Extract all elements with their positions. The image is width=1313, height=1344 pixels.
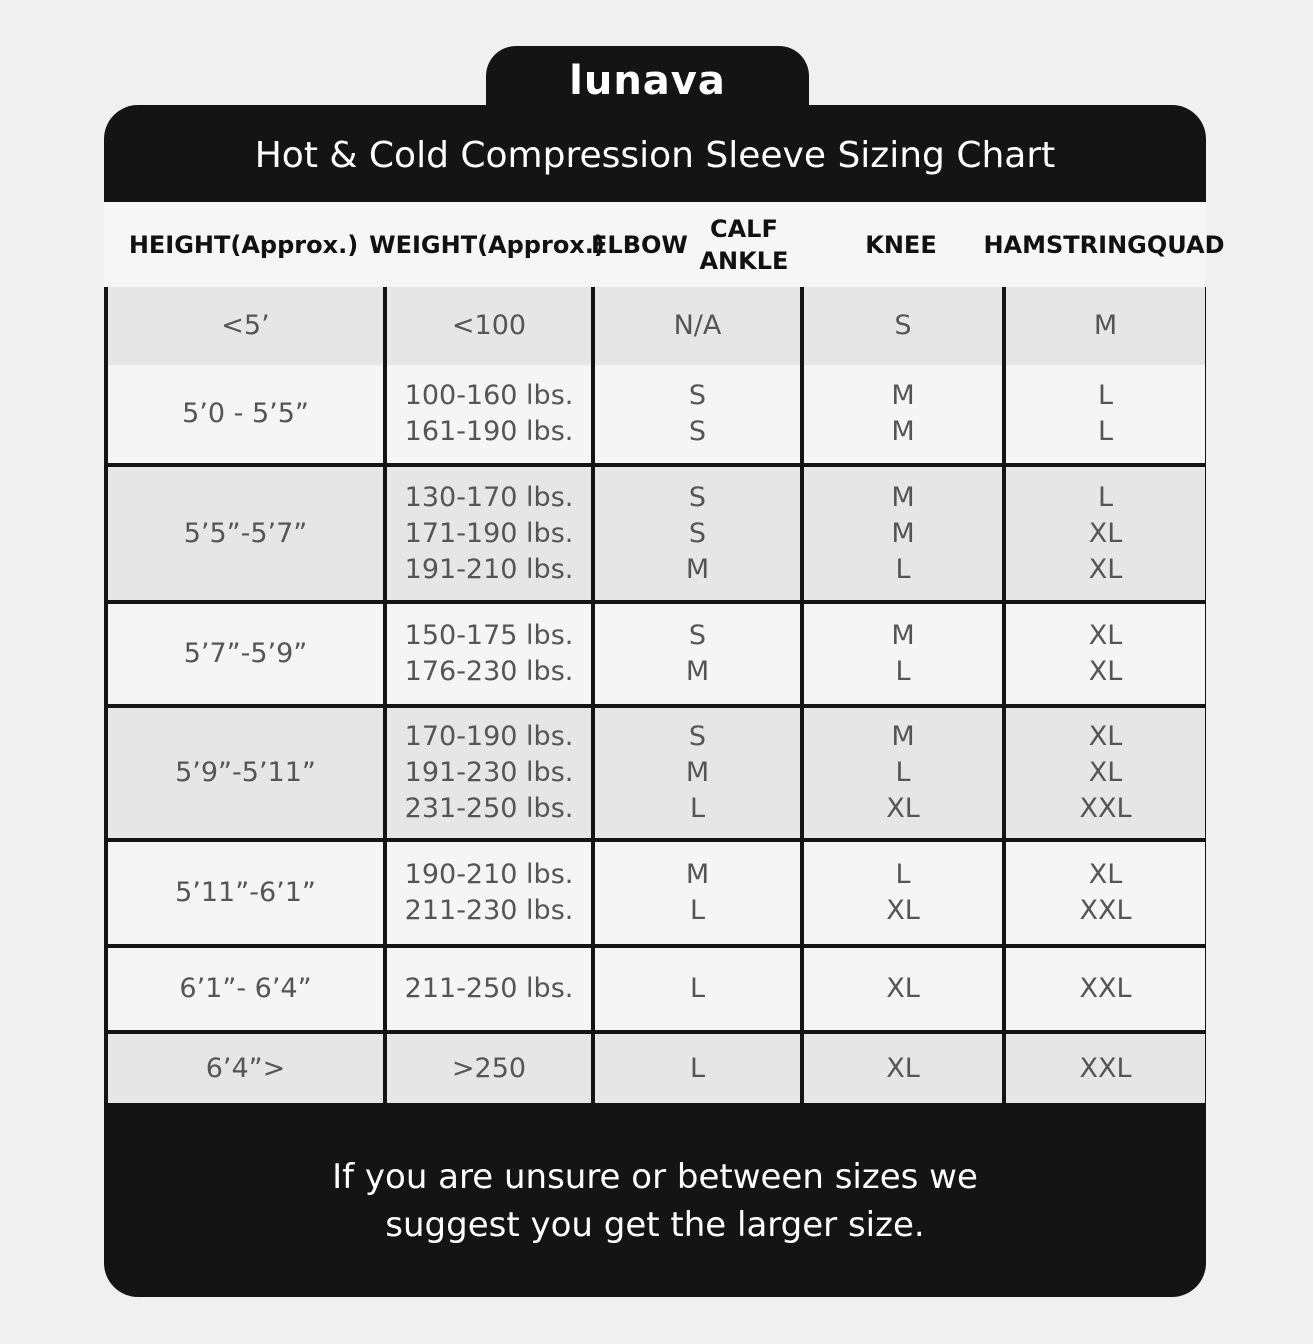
cell-value: M: [891, 721, 915, 752]
cell-value: XXL: [1079, 793, 1132, 824]
cell-height: [108, 842, 383, 944]
cell-quad: [1002, 604, 1205, 704]
cell-value: 171-190 lbs.: [404, 517, 574, 549]
cell-value: 5’0 - 5’5”: [182, 398, 309, 429]
cell-value: 6’4”>: [205, 1052, 286, 1084]
chart-title: Hot & Cold Compression Sleeve Sizing Chart: [254, 135, 1056, 176]
table-row: [108, 1030, 1205, 1103]
cell-quad: [1002, 842, 1205, 944]
cell-height: [108, 948, 383, 1030]
cell-elbow: [591, 1034, 800, 1103]
cell-quad: [1002, 365, 1205, 463]
cell-knee: [800, 467, 1002, 600]
cell-value: <5’: [221, 310, 270, 341]
cell-value: 170-190 lbs.: [404, 721, 574, 752]
table-row: [108, 287, 1205, 365]
column-header-weight: [369, 202, 605, 287]
cell-weight: [383, 604, 591, 704]
cell-value: L: [1097, 416, 1114, 447]
cell-height: [108, 365, 383, 463]
cell-quad: [1002, 287, 1205, 365]
cell-knee: [800, 708, 1002, 838]
footer-text: If you are unsure or between sizes we suggest you get the larger size.: [332, 1157, 978, 1245]
cell-value: 231-250 lbs.: [404, 793, 574, 824]
cell-weight: [383, 467, 591, 600]
cell-value: 150-175 lbs.: [404, 620, 574, 651]
cell-value: XXL: [1079, 973, 1132, 1004]
column-header-line: QUAD: [1146, 230, 1225, 259]
column-header-line: (Approx.): [477, 230, 605, 259]
cell-knee: [800, 365, 1002, 463]
cell-value: L: [895, 757, 911, 788]
cell-value: 5’11”-6’1”: [175, 877, 316, 908]
cell-value: XL: [1088, 859, 1123, 890]
cell-value: L: [895, 859, 911, 890]
cell-value: XL: [1088, 553, 1123, 585]
cell-value: XXL: [1079, 895, 1132, 926]
cell-value: 211-250 lbs.: [404, 973, 574, 1004]
cell-value: S: [688, 721, 707, 752]
cell-value: L: [689, 973, 706, 1004]
table-body: [108, 287, 1205, 1103]
cell-value: 5’7”-5’9”: [183, 638, 308, 669]
cell-elbow: [591, 287, 800, 365]
cell-value: XL: [886, 973, 920, 1004]
cell-value: M: [1093, 310, 1118, 341]
table-row: [108, 600, 1205, 704]
column-header-line: KNEE: [865, 230, 937, 259]
column-header-line: CALF ANKLE: [699, 214, 789, 275]
cell-value: XL: [886, 1052, 920, 1084]
table-header: [104, 202, 1225, 287]
cell-height: [108, 467, 383, 600]
table-row: [108, 704, 1205, 838]
cell-value: L: [689, 895, 706, 926]
cell-weight: [383, 948, 591, 1030]
cell-weight: [383, 842, 591, 944]
cell-value: >250: [451, 1052, 527, 1084]
cell-value: 6’1”- 6’4”: [179, 973, 312, 1004]
cell-value: S: [688, 620, 707, 651]
cell-value: 5’9”-5’11”: [175, 757, 316, 788]
cell-value: N/A: [673, 310, 722, 341]
column-header-line: ELBOW: [591, 230, 688, 259]
cell-knee: [800, 604, 1002, 704]
cell-value: M: [891, 416, 915, 447]
cell-value: S: [688, 481, 707, 513]
table-row: [108, 365, 1205, 463]
column-header-knee: [800, 202, 1002, 287]
cell-quad: [1002, 948, 1205, 1030]
cell-value: XL: [886, 895, 920, 926]
cell-weight: [383, 708, 591, 838]
cell-weight: [383, 365, 591, 463]
cell-elbow: [591, 708, 800, 838]
cell-value: XL: [1088, 721, 1123, 752]
cell-weight: [383, 287, 591, 365]
column-header-line: HEIGHT: [128, 230, 231, 259]
table-row: [108, 463, 1205, 600]
cell-value: 176-230 lbs.: [404, 656, 574, 687]
column-header-line: HAMSTRING: [983, 230, 1147, 259]
column-header-hamstring-quad: [983, 202, 1225, 287]
cell-value: 161-190 lbs.: [404, 416, 574, 447]
table-row: [108, 838, 1205, 944]
brand-logo: lunava: [569, 58, 726, 104]
cell-knee: [800, 842, 1002, 944]
cell-value: XXL: [1079, 1052, 1132, 1084]
cell-value: L: [1097, 481, 1114, 513]
column-header-line: (Approx.): [230, 230, 359, 259]
cell-value: S: [688, 517, 707, 549]
cell-quad: [1002, 708, 1205, 838]
cell-value: <100: [451, 310, 527, 341]
cell-value: XL: [886, 793, 920, 824]
cell-value: S: [688, 380, 707, 411]
cell-height: [108, 708, 383, 838]
cell-value: M: [685, 859, 710, 890]
cell-height: [108, 1034, 383, 1103]
cell-height: [108, 604, 383, 704]
cell-quad: [1002, 467, 1205, 600]
cell-elbow: [591, 467, 800, 600]
cell-value: XL: [1088, 656, 1123, 687]
footer-note: [104, 1105, 1206, 1297]
cell-value: L: [895, 553, 911, 585]
cell-value: M: [891, 620, 915, 651]
cell-value: S: [688, 416, 707, 447]
cell-value: XL: [1088, 757, 1123, 788]
cell-elbow: [591, 365, 800, 463]
cell-value: 100-160 lbs.: [404, 380, 574, 411]
cell-value: L: [689, 1052, 706, 1084]
cell-value: M: [891, 380, 915, 411]
cell-value: XL: [1088, 620, 1123, 651]
cell-knee: [800, 948, 1002, 1030]
cell-value: M: [685, 656, 710, 687]
cell-value: L: [689, 793, 706, 824]
column-header-line: WEIGHT: [369, 230, 478, 259]
cell-weight: [383, 1034, 591, 1103]
table-row: [108, 944, 1205, 1030]
cell-knee: [800, 1034, 1002, 1103]
cell-quad: [1002, 1034, 1205, 1103]
cell-value: L: [895, 656, 911, 687]
cell-knee: [800, 287, 1002, 365]
cell-value: 130-170 lbs.: [404, 481, 574, 513]
sizing-chart-card: [104, 105, 1225, 1297]
cell-value: 191-210 lbs.: [404, 553, 574, 585]
cell-value: 5’5”-5’7”: [183, 517, 308, 549]
cell-value: M: [891, 517, 915, 549]
cell-value: M: [891, 481, 915, 513]
cell-value: 211-230 lbs.: [404, 895, 574, 926]
cell-value: 190-210 lbs.: [404, 859, 574, 890]
cell-value: S: [894, 310, 912, 341]
column-header-elbow-calf-ankle: [591, 202, 800, 287]
cell-elbow: [591, 948, 800, 1030]
cell-value: M: [685, 757, 710, 788]
cell-value: 191-230 lbs.: [404, 757, 574, 788]
cell-value: M: [685, 553, 710, 585]
cell-elbow: [591, 604, 800, 704]
cell-value: XL: [1088, 517, 1123, 549]
cell-height: [108, 287, 383, 365]
cell-elbow: [591, 842, 800, 944]
column-header-height: [104, 202, 383, 287]
cell-value: L: [1097, 380, 1114, 411]
